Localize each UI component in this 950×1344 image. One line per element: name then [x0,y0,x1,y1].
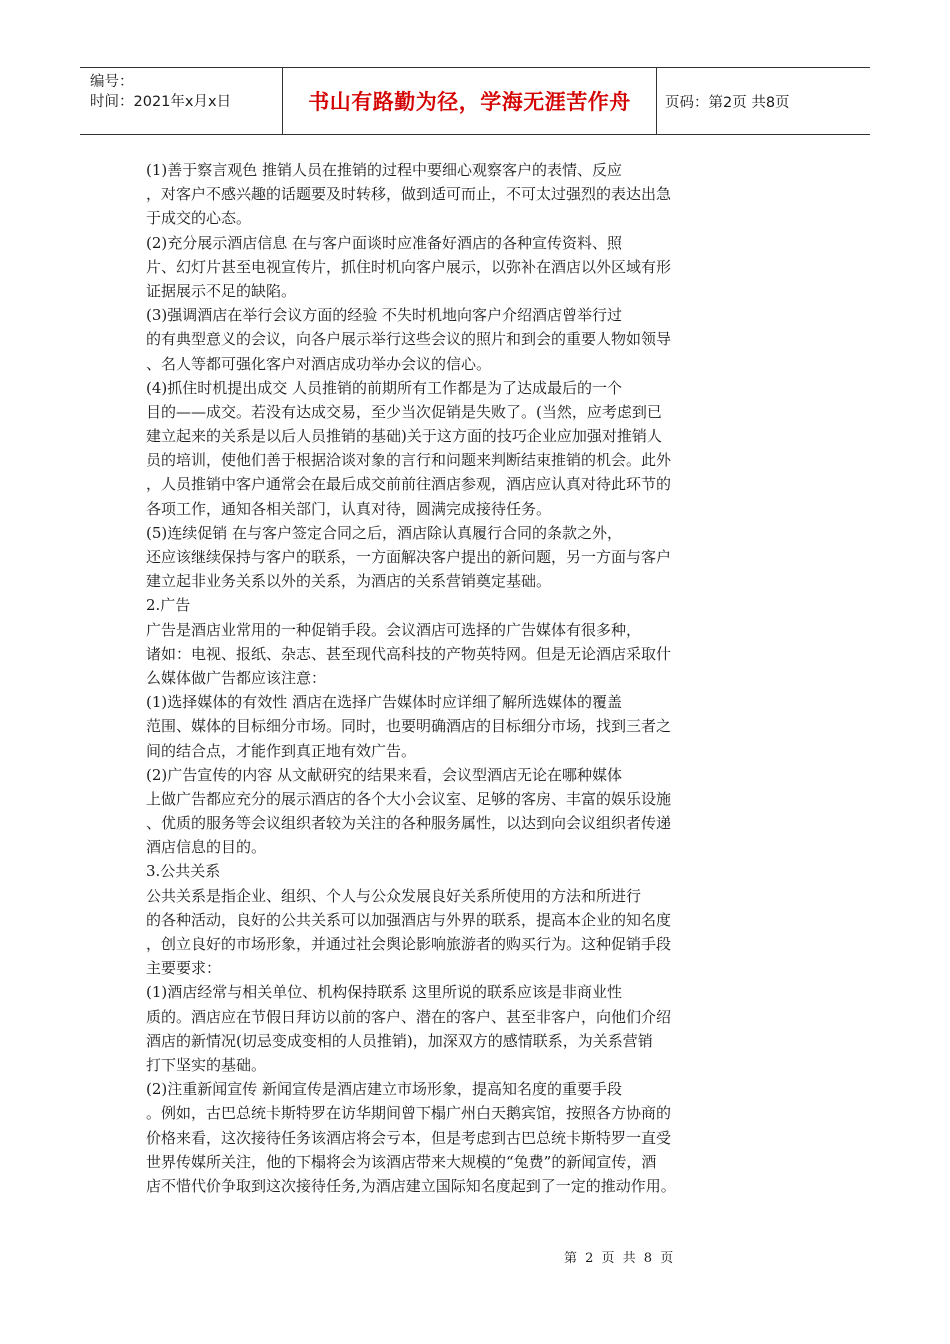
header-meta [80,68,283,134]
paragraph-line: 么媒体做广告都应该注意： [146,668,327,687]
paragraph-line: 的各种活动，良好的公共关系可以加强酒店与外界的联系，提高本企业的知名度 [146,910,672,929]
paragraph-line: 间的结合点，才能作到真正地有效广告。 [146,741,417,760]
paragraph-line: 、名人等都可强化客户对酒店成功举办会议的信心。 [146,354,492,373]
paragraph-line: (1)酒店经常与相关单位、机构保持联系 这里所说的联系应该是非商业性 [146,983,623,1002]
document-time-label: 时间：2021年x月x日 [90,94,232,110]
paragraph-line: 上做广告都应充分的展示酒店的各个大小会议室、足够的客房、丰富的娱乐设施 [146,789,672,808]
paragraph-line: (4)抓住时机提出成交 人员推销的前期所有工作都是为了达成最后的一个 [146,378,623,397]
paragraph-line: ，人员推销中客户通常会在最后成交前前往酒店参观，酒店应认真对待此环节的 [146,475,672,494]
paragraph-line: 范围、媒体的目标细分市场。同时，也要明确酒店的目标细分市场，找到三者之 [146,717,672,736]
paragraph-line: ，对客户不感兴趣的话题要及时转移，做到适可而止，不可太过强烈的表达出急 [146,185,672,204]
paragraph-line: 于成交的心态。 [146,209,252,228]
paragraph-line: 广告是酒店业常用的一种促销手段。会议酒店可选择的广告媒体有很多种， [146,620,642,639]
paragraph-line: 员的培训，使他们善于根据洽谈对象的言行和问题来判断结束推销的机会。此外 [146,451,672,470]
paragraph-line: 建立起来的关系是以后人员推销的基础)关于这方面的技巧企业应加强对推销人 [146,427,662,446]
paragraph-line: 。例如，古巴总统卡斯特罗在访华期间曾下榻广州白天鹅宾馆，按照各方协商的 [146,1104,672,1123]
document-body [146,158,746,1198]
paragraph-line: 主要要求： [146,959,222,978]
paragraph-line: 酒店的新情况(切忌变成变相的人员推销)，加深双方的感情联系，为关系营销 [146,1031,653,1050]
paragraph-line: (3)强调酒店在举行会议方面的经验 不失时机地向客户介绍酒店曾举行过 [146,306,623,325]
paragraph-line: 片、幻灯片甚至电视宣传片，抓住时机向客户展示，以弥补在酒店以外区域有形 [146,257,672,276]
page-header [80,67,870,135]
paragraph-line: (2)充分展示酒店信息 在与客户面谈时应准备好酒店的各种宣传资料、照 [146,233,623,252]
paragraph-line: 公共关系是指企业、组织、个人与公众发展良好关系所使用的方法和所进行 [146,886,642,905]
paragraph-line: 3.公共关系 [146,862,221,881]
page-footer: 第 2 页 共 8 页 [564,1251,676,1266]
paragraph-line: (2)注重新闻宣传 新闻宣传是酒店建立市场形象，提高知名度的重要手段 [146,1080,623,1099]
paragraph-line: 价格来看，这次接待任务该酒店将会亏本，但是考虑到古巴总统卡斯特罗一直受 [146,1128,672,1147]
paragraph-line: 的有典型意义的会议，向各户展示举行这些会议的照片和到会的重要人物如领导 [146,330,672,349]
paragraph-line: 各项工作，通知各相关部门，认真对待，圆满完成接待任务。 [146,499,552,518]
paragraph-line: 打下坚实的基础。 [146,1055,267,1074]
paragraph-line: 证据展示不足的缺陷。 [146,281,297,300]
header-motto: 书山有路勤为径，学海无涯苦作舟 [283,68,657,134]
paragraph-line: 2.广告 [146,596,191,615]
document-number-label: 编号： [90,74,134,90]
paragraph-line: (1)善于察言观色 推销人员在推销的过程中要细心观察客户的表情、反应 [146,161,623,179]
header-page-info: 页码：第2页 共8页 [665,94,790,111]
paragraph-line: 、优质的服务等会议组织者较为关注的各种服务属性，以达到向会议组织者传递 [146,814,672,833]
paragraph-line: 还应该继续保持与客户的联系，一方面解决客户提出的新问题，另一方面与客户 [146,548,672,566]
paragraph-line: 建立起非业务关系以外的关系，为酒店的关系营销奠定基础。 [146,572,552,591]
paragraph-line: 店不惜代价争取到这次接待任务,为酒店建立国际知名度起到了一定的推动作用。 [146,1176,676,1195]
paragraph-line: 质的。酒店应在节假日拜访以前的客户、潜在的客户、甚至非客户，向他们介绍 [146,1007,672,1026]
paragraph-line: (2)广告宣传的内容 从文献研究的结果来看，会议型酒店无论在哪种媒体 [146,765,623,784]
paragraph-line: 世界传媒所关注，他的下榻将会为该酒店带来大规模的“兔费”的新闻宣传，酒 [146,1152,657,1171]
paragraph-line: 酒店信息的目的。 [146,838,267,857]
paragraph-line: (1)选择媒体的有效性 酒店在选择广告媒体时应详细了解所选媒体的覆盖 [146,693,623,712]
paragraph-line: (5)连续促销 在与客户签定合同之后，酒店除认真履行合同的条款之外， [146,523,623,542]
paragraph-line: 诸如：电视、报纸、杂志、甚至现代高科技的产物英特网。但是无论酒店采取什 [146,644,672,663]
paragraph-line: 目的——成交。若没有达成交易，至少当次促销是失败了。(当然，应考虑到已 [146,402,662,421]
paragraph-line: ，创立良好的市场形象，并通过社会舆论影响旅游者的购买行为。这种促销手段 [146,935,672,953]
